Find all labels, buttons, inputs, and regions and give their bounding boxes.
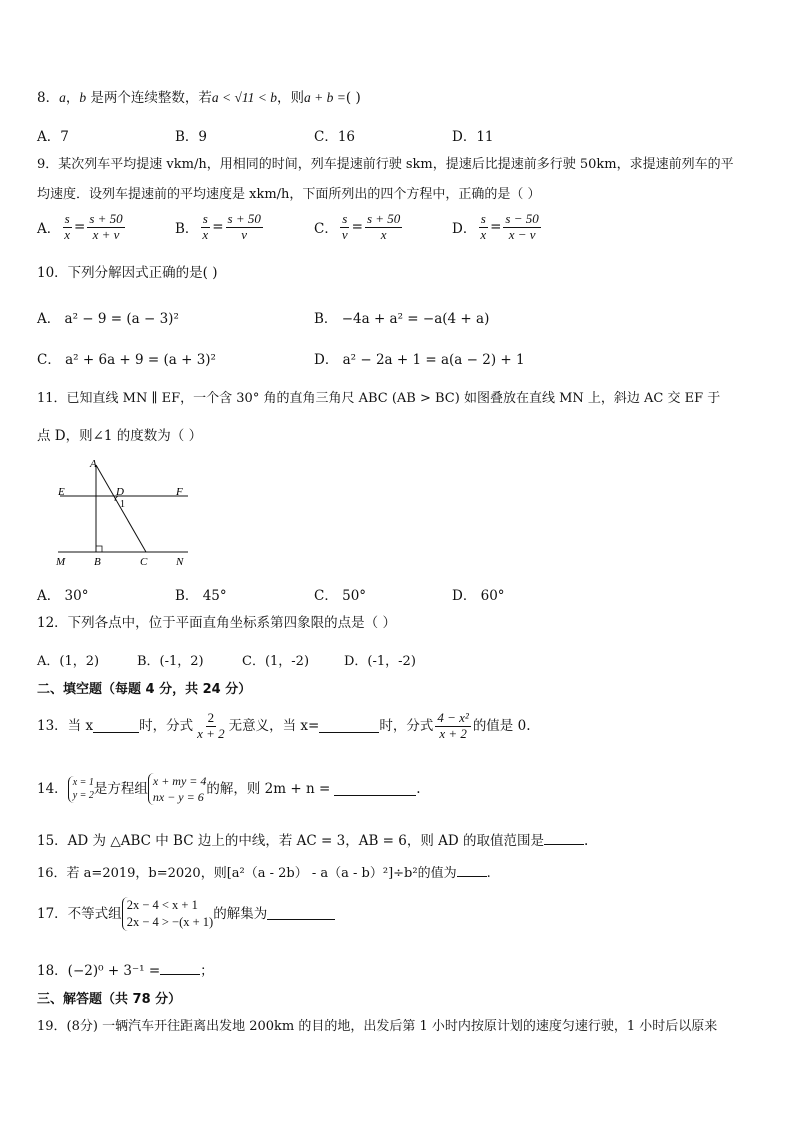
q10-option-b[interactable]: B． −4a + a² = −a(4 + a): [314, 311, 490, 327]
q15-blank[interactable]: [544, 832, 584, 845]
q9-option-b[interactable]: B． $\frac{s}{x}$ = $\frac{s + 50}{v}$: [175, 211, 261, 242]
q8-option-d[interactable]: D．11: [452, 129, 494, 145]
q12-option-c[interactable]: C．(1，-2): [242, 654, 310, 669]
q14: 14． x = 1 y = 2 是方程组 x + my = 4 nx − y = 6 的解，则 2m + n = .: [37, 774, 421, 805]
q11-option-d[interactable]: D． 60°: [452, 588, 505, 604]
q11-option-b[interactable]: B． 45°: [175, 588, 227, 604]
label-c: C: [140, 556, 148, 568]
q9-c-right-fraction: $\frac{s + 50}{x}$: [366, 211, 401, 242]
q10-option-a[interactable]: A． a² − 9 = (a − 3)²: [37, 311, 179, 327]
q17-inequality-system: 2x − 4 < x + 1 2x − 4 > −(x + 1): [122, 897, 214, 931]
q13-blank-1[interactable]: [93, 720, 139, 733]
label-b: B: [94, 556, 101, 568]
q12-option-d[interactable]: D．(-1，-2): [344, 654, 416, 669]
section-3-heading: 三、解答题（共 78 分）: [37, 992, 182, 1007]
q16-blank[interactable]: [457, 864, 487, 877]
label-angle-1: 1: [120, 499, 125, 510]
label-f: F: [176, 486, 183, 498]
q18: 18．(−2)⁰ + 3⁻¹ = ；: [37, 963, 214, 979]
q12-stem: 12．下列各点中，位于平面直角坐标系第四象限的点是（ ）: [37, 615, 396, 631]
q18-blank[interactable]: [160, 962, 200, 975]
q9-a-right-fraction: $\frac{s + 50}{x + v}$: [89, 211, 123, 242]
q14-equation-system: x + my = 4 nx − y = 6: [148, 773, 207, 805]
q9-c-left-fraction: $\frac{s}{v}$: [341, 211, 348, 242]
q13: 13．当 x 时，分式 $\frac{2}{x + 2}$ 无意义，当 x= 时，分式 $\frac{\text{4 − x²}}{x + 2}$ 的值是 0.: [37, 710, 531, 741]
q11-option-c[interactable]: C． 50°: [314, 588, 367, 604]
label-n: N: [176, 556, 184, 568]
q11-stem-line2: 点 D，则∠1 的度数为（ ）: [37, 428, 203, 444]
label-m: M: [56, 556, 66, 568]
q9-b-left-fraction: $\frac{s}{x}$: [202, 211, 209, 242]
section-2-heading: 二、填空题（每题 4 分，共 24 分）: [37, 682, 252, 697]
label-a: A: [90, 458, 97, 470]
q12-option-b[interactable]: B．(-1，2): [137, 654, 204, 669]
right-angle-mark: [96, 546, 102, 552]
q9-b-right-fraction: $\frac{s + 50}{v}$: [227, 211, 261, 242]
q9-d-right-fraction: $\frac{s - 50}{x - v}$: [505, 211, 539, 242]
q8-stem: 8．a，b 是两个连续整数，若a < √11 < b，则a + b =( ): [37, 90, 361, 106]
q9-d-left-fraction: $\frac{s}{x}$: [480, 211, 487, 242]
q9-stem-line2: 均速度．设列车提速前的平均速度是 xkm/h，下面所列出的四个方程中，正确的是（ ）: [37, 187, 541, 202]
q10-option-c[interactable]: C． a² + 6a + 9 = (a + 3)²: [37, 352, 216, 368]
q12-option-a[interactable]: A．(1，2): [37, 654, 100, 669]
q10-option-d[interactable]: D． a² − 2a + 1 = a(a − 2) + 1: [314, 352, 525, 368]
q11-option-a[interactable]: A． 30°: [37, 588, 89, 604]
q13-fraction-2: $\frac{\text{4 − x²}}{x + 2}$: [437, 710, 469, 741]
q14-blank[interactable]: [334, 783, 416, 796]
q8-option-c[interactable]: C．16: [314, 129, 356, 145]
q8-option-b[interactable]: B．9: [175, 129, 208, 145]
q11-figure: [50, 455, 210, 570]
q17-blank[interactable]: [267, 907, 335, 920]
label-d: D: [116, 486, 124, 498]
q15: 15．AD 为 △ABC 中 BC 边上的中线，若 AC = 3，AB = 6，则 AD 的取值范围是 .: [37, 833, 589, 849]
q13-blank-2[interactable]: [319, 720, 379, 733]
q9-option-d[interactable]: D． $\frac{s}{x}$ = $\frac{s - 50}{x - v}$: [452, 211, 539, 242]
q9-a-left-fraction: $\frac{s}{x}$: [64, 211, 71, 242]
q9-stem-line1: 9．某次列车平均提速 vkm/h，用相同的时间，列车提速前行驶 skm，提速后比提速前多行驶 50km，求提速前列车的平: [37, 157, 734, 172]
q13-fraction-1: $\frac{2}{x + 2}$: [197, 710, 225, 741]
q9-option-a[interactable]: A． $\frac{s}{x}$ = $\frac{s + 50}{x + v}$: [37, 211, 123, 242]
q16: 16．若 a=2019，b=2020，则[a²（a - 2b） - a（a - b）²]÷b²的值为 .: [37, 866, 491, 881]
q8-option-a[interactable]: A．7: [37, 129, 69, 145]
label-e: E: [58, 486, 65, 498]
q17: 17．不等式组 2x − 4 < x + 1 2x − 4 > −(x + 1) 的解集为: [37, 897, 335, 931]
q9-option-c[interactable]: C． $\frac{s}{v}$ = $\frac{s + 50}{x}$: [314, 211, 401, 242]
q19-stem: 19．(8分) 一辆汽车开往距离出发地 200km 的目的地，出发后第 1 小时内按原计划的速度匀速行驶，1 小时后以原来: [37, 1019, 718, 1034]
q11-stem-line1: 11．已知直线 MN ∥ EF，一个含 30° 角的直角三角尺 ABC (AB > BC) 如图叠放在直线 MN 上，斜边 AC 交 EF 于: [37, 391, 721, 406]
q10-stem: 10．下列分解因式正确的是( ): [37, 265, 218, 281]
q14-solution-system: x = 1 y = 2: [68, 776, 94, 803]
